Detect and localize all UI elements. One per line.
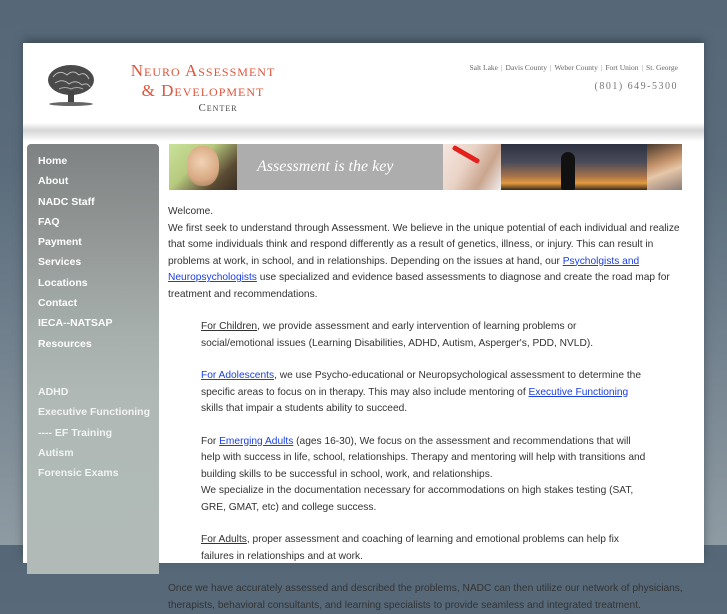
separator: | bbox=[501, 63, 503, 72]
spacer bbox=[168, 303, 683, 319]
spacer bbox=[168, 565, 683, 581]
banner-tagline: Assessment is the key bbox=[257, 158, 394, 175]
adolescents-paragraph bbox=[201, 368, 651, 418]
sidebar-item-autism[interactable]: Autism bbox=[38, 446, 74, 459]
main-content bbox=[168, 204, 683, 614]
welcome-heading: Welcome. bbox=[168, 206, 214, 217]
banner-photo-writing bbox=[443, 144, 501, 190]
face-image bbox=[187, 146, 219, 186]
psychologists-link[interactable]: Psycholgists and Neuropsychologists bbox=[168, 255, 640, 283]
banner-photo-sunset bbox=[501, 144, 647, 190]
emerging-text: (ages 16-30), We focus on the assessment and recommendations that will help with success in life, school, relationships. Therapy and mentoring will help with transitions and building skills to be successful in school, work, and relationships. bbox=[201, 435, 646, 480]
hero-banner bbox=[169, 144, 682, 190]
sidebar-item-ieca-natsap[interactable]: IECA--NATSAP bbox=[38, 317, 113, 330]
children-paragraph bbox=[201, 319, 651, 352]
sidebar-item-locations[interactable]: Locations bbox=[38, 276, 88, 289]
spacer bbox=[168, 418, 683, 434]
sidebar-item-adhd[interactable]: ADHD bbox=[38, 386, 69, 398]
adolescents-text: , we use Psycho-educational or Neuropsychological assessment to determine the specific areas to focus on in therapy. This may also include mentoring of bbox=[201, 370, 642, 398]
logo-line-2: & Development bbox=[141, 81, 265, 100]
banner-photo-girl bbox=[647, 144, 682, 190]
sidebar-item-ef-training[interactable]: ---- EF Training bbox=[38, 426, 113, 439]
logo-line-1: Neuro Assessment bbox=[130, 61, 276, 80]
adolescents-link[interactable]: For Adolescents bbox=[201, 370, 275, 381]
sidebar-item-contact[interactable]: Contact bbox=[38, 297, 78, 310]
children-text: , we provide assessment and early intervention of learning problems or social/emotional issues (Learning Disabilities, ADHD, Autism, Asperger's, PDD, NVLD). bbox=[201, 321, 594, 349]
sidebar-nav bbox=[27, 144, 159, 574]
adults-paragraph bbox=[201, 532, 651, 565]
emerging-prefix: For bbox=[201, 435, 220, 447]
intro-paragraph bbox=[168, 221, 683, 304]
location-fort-union: Fort Union bbox=[605, 63, 639, 72]
intro-text: We first seek to understand through Assessment. We believe in the unique potential of each individual and realize that some individuals think and respond differently as a result of genetics, illness, or injury. This can result in problems at work, in school, and in relationships. Depending on the issues at hand, our bbox=[168, 222, 680, 267]
location-salt-lake: Salt Lake bbox=[469, 63, 499, 72]
sidebar-item-about[interactable]: About bbox=[38, 175, 69, 188]
sidebar-item-home[interactable]: Home bbox=[38, 155, 68, 167]
phone-number: (801) 649-5300 bbox=[594, 81, 678, 92]
adults-label: For Adults bbox=[201, 534, 247, 545]
location-list bbox=[469, 63, 678, 72]
secondary-nav bbox=[27, 385, 150, 486]
sidebar-item-faq[interactable]: FAQ bbox=[38, 215, 60, 228]
sidebar-item-payment[interactable]: Payment bbox=[38, 236, 82, 249]
adolescents-text-end: skills that impair a students ability to succeed. bbox=[201, 403, 408, 414]
separator: | bbox=[550, 63, 552, 72]
banner-tagline-panel bbox=[237, 144, 443, 190]
separator: | bbox=[641, 63, 644, 72]
site-header bbox=[23, 43, 704, 125]
intro-text-end: use specialized and evidence based assessments to diagnose and create the road map for treatment and recommendations. bbox=[168, 272, 670, 300]
logo-line-3: Center bbox=[198, 102, 238, 114]
executive-functioning-link[interactable]: Executive Functioning bbox=[528, 386, 629, 398]
children-label: For Children bbox=[201, 321, 258, 332]
header-divider bbox=[23, 123, 704, 141]
page-container bbox=[23, 43, 704, 611]
separator: | bbox=[600, 63, 603, 72]
banner-photo-young-man bbox=[169, 144, 237, 190]
site-logo[interactable] bbox=[108, 61, 298, 115]
sidebar-item-services[interactable]: Services bbox=[38, 256, 82, 269]
brain-tree-icon bbox=[41, 63, 101, 109]
spacer bbox=[168, 352, 683, 368]
testing-paragraph: We specialize in the documentation necessary for accommodations on high stakes testing (SAT, GRE, GMAT, etc) and college success. bbox=[201, 485, 634, 513]
adults-text: , proper assessment and coaching of learning and emotional problems can help fix failures in relationships and at work. bbox=[201, 534, 619, 562]
location-davis-county: Davis County bbox=[505, 63, 547, 72]
pen-image bbox=[452, 145, 480, 164]
closing-paragraph: Once we have accurately assessed and described the problems, NADC can then utilize our network of physicians, therapists, behavioral consultants, and learning specialists to provide seamless and integrated treatment. bbox=[168, 583, 683, 611]
sidebar-item-forensic-exams[interactable]: Forensic Exams bbox=[38, 467, 119, 480]
location-weber-county: Weber County bbox=[554, 63, 598, 72]
emerging-adults-link[interactable]: Emerging Adults bbox=[219, 435, 294, 447]
sidebar-item-resources[interactable]: Resources bbox=[38, 337, 92, 350]
sidebar-item-nadc-staff[interactable]: NADC Staff bbox=[38, 195, 95, 208]
sidebar-item-executive-functioning[interactable]: Executive Functioning bbox=[38, 406, 151, 419]
primary-nav bbox=[27, 144, 159, 357]
spacer bbox=[168, 516, 683, 532]
silhouette-image bbox=[561, 152, 575, 190]
emerging-adults-paragraph bbox=[201, 434, 651, 484]
location-st-george: St. George bbox=[646, 63, 678, 72]
